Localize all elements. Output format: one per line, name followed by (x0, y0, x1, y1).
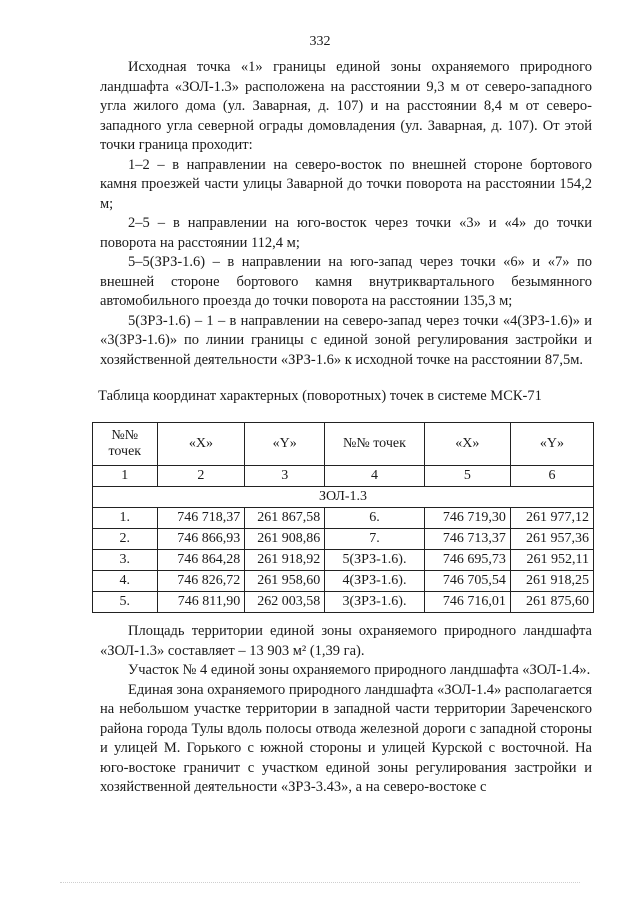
coordinate-cell: 746 695,73 (424, 550, 510, 571)
coordinate-cell: 746 718,37 (157, 508, 245, 529)
coordinate-cell: 746 719,30 (424, 508, 510, 529)
table-caption: Таблица координат характерных (поворотных) точек в системе МСК-71 (98, 388, 542, 404)
section-heading: Участок № 4 единой зоны охраняемого природного ландшафта «ЗОЛ-1.4». (128, 662, 591, 678)
scan-artifact-line (60, 882, 580, 887)
coordinates-table (92, 422, 594, 613)
coordinate-cell: 746 705,54 (424, 571, 510, 592)
point-number-cell: 6. (325, 508, 425, 529)
header-cell: «X» (157, 423, 245, 466)
coordinate-cell: 261 908,86 (245, 529, 325, 550)
segment-paragraph: 5–5(ЗРЗ-1.6) – в направлении на юго-запад через точки «6» и «7» по внешней стороне бортового камня внутриквартального безымянного автомобильного проезда до точки поворота на расстоянии 135,3 м; (100, 254, 592, 309)
closing-section (100, 622, 592, 798)
zone-group-label: ЗОЛ-1.3 (93, 487, 594, 508)
column-number: 1 (93, 466, 158, 487)
coordinate-cell: 746 826,72 (157, 571, 245, 592)
segment-paragraph: 2–5 – в направлении на юго-восток через точки «3» и «4» до точки поворота на расстоянии 112,4 м; (100, 215, 592, 251)
column-number: 3 (245, 466, 325, 487)
point-number-cell: 3. (93, 550, 158, 571)
table-row (93, 529, 594, 550)
coordinate-cell: 746 716,01 (424, 592, 510, 613)
coordinate-cell: 746 864,28 (157, 550, 245, 571)
table-row (93, 571, 594, 592)
point-number-cell: 3(ЗРЗ-1.6). (325, 592, 425, 613)
coordinate-cell: 261 918,25 (510, 571, 593, 592)
coordinate-cell: 262 003,58 (245, 592, 325, 613)
coordinate-cell: 746 811,90 (157, 592, 245, 613)
point-number-cell: 7. (325, 529, 425, 550)
coordinate-cell: 261 867,58 (245, 508, 325, 529)
header-cell: «Y» (245, 423, 325, 466)
segment-paragraph: 1–2 – в направлении на северо-восток по внешней стороне бортового камня проезжей части улицы Заварной до точки поворота на расстоянии 154,2 м; (100, 156, 592, 212)
table-row (93, 550, 594, 571)
coordinate-cell: 261 977,12 (510, 508, 593, 529)
point-number-cell: 1. (93, 508, 158, 529)
area-paragraph: Площадь территории единой зоны охраняемого природного ландшафта «ЗОЛ-1.3» составляет – 13 903 м² (1,39 га). (100, 623, 592, 659)
point-number-cell: 4(ЗРЗ-1.6). (325, 571, 425, 592)
column-number: 6 (510, 466, 593, 487)
coordinate-cell: 261 918,92 (245, 550, 325, 571)
header-cell: «Y» (510, 423, 593, 466)
coordinate-cell: 746 713,37 (424, 529, 510, 550)
point-number-cell: 5(ЗРЗ-1.6). (325, 550, 425, 571)
table-row (93, 592, 594, 613)
column-number-row (93, 466, 594, 487)
coordinate-cell: 261 957,36 (510, 529, 593, 550)
zone-group-row (93, 487, 594, 508)
header-cell: №№ точек (93, 423, 158, 466)
description-paragraph: Единая зона охраняемого природного ландшафта «ЗОЛ-1.4» располагается на небольшом участке территории в западной части территории Зареченского района города Тулы вдоль полосы отвода железной дороги с западной стороны и улицей М. Горького с южной стороны и улицей Курской с восточной. На юго-востоке граничит с участком единой зоны регулирования застройки и хозяйственной деятельности «ЗРЗ-3.43», а на северо-востоке с (100, 681, 592, 795)
table-header-row (93, 423, 594, 466)
intro-paragraph: Исходная точка «1» границы единой зоны охраняемого природного ландшафта «ЗОЛ-1.3» расположена на расстоянии 9,3 м от северо-западного угла жилого дома (ул. Заварная, д. 107) и на расстоянии 8,4 м от северо-западного угла северной ограды домовладения (ул. Заварная, д. 107). От этой точки граница проходит: (100, 59, 592, 153)
table-row (93, 508, 594, 529)
coordinate-cell: 261 875,60 (510, 592, 593, 613)
header-cell: №№ точек (325, 423, 425, 466)
coordinate-cell: 746 866,93 (157, 529, 245, 550)
column-number: 5 (424, 466, 510, 487)
column-number: 4 (325, 466, 425, 487)
point-number-cell: 4. (93, 571, 158, 592)
segment-paragraph: 5(ЗРЗ-1.6) – 1 – в направлении на северо-запад через точки «4(ЗРЗ-1.6)» и «3(ЗРЗ-1.6)» по линии границы с единой зоной регулирования застройки и хозяйственной деятельности «ЗРЗ-1.6» к исходной точке на расстоянии 87,5м. (100, 312, 592, 368)
point-number-cell: 2. (93, 529, 158, 550)
column-number: 2 (157, 466, 245, 487)
header-cell: «X» (424, 423, 510, 466)
coordinate-cell: 261 958,60 (245, 571, 325, 592)
intro-section (100, 58, 592, 370)
point-number-cell: 5. (93, 592, 158, 613)
coordinate-cell: 261 952,11 (510, 550, 593, 571)
page-number: 332 (309, 34, 331, 49)
